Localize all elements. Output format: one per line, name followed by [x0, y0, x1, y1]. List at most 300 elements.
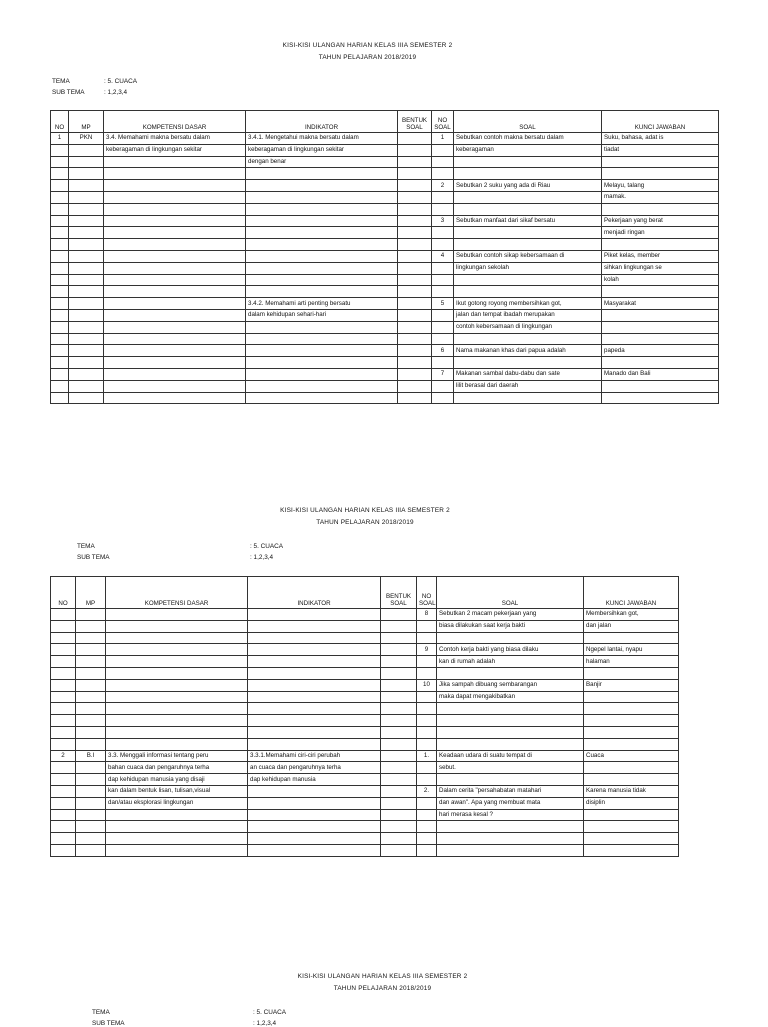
table-row: [51, 644, 679, 656]
table-cell: [398, 274, 432, 286]
table-cell: [69, 345, 104, 357]
table-cell: [76, 833, 106, 845]
table-cell: [584, 844, 679, 856]
table-cell: kan di rumah adalah: [437, 656, 584, 668]
table-cell: Sebutkan contoh makna bersatu dalam: [454, 133, 602, 145]
table-cell: Suku, bahasa, adat is: [602, 133, 719, 145]
table-row: [51, 298, 719, 310]
table-cell: [417, 774, 437, 786]
table-cell: [51, 368, 69, 380]
kisi-kisi-table-2: [50, 576, 679, 857]
table-cell: [246, 215, 398, 227]
table-row: [51, 286, 719, 298]
table-cell: [51, 691, 76, 703]
table-row: [51, 156, 719, 168]
table-cell: kan dalam bentuk lisan, tulisan,visual: [106, 785, 248, 797]
table-cell: [381, 785, 417, 797]
table-cell: [248, 785, 381, 797]
table-cell: [106, 844, 248, 856]
table-row: [51, 133, 719, 145]
table-cell: [432, 286, 454, 298]
table-cell: Makanan sambal dabu-dabu dan sate: [454, 368, 602, 380]
table-cell: [104, 298, 246, 310]
table-cell: [246, 250, 398, 262]
table-cell: keberagaman di lingkungan sekitar: [246, 144, 398, 156]
table-cell: lilit berasal dari daerah: [454, 380, 602, 392]
table-cell: [398, 298, 432, 310]
table-cell: [417, 703, 437, 715]
table-cell: [584, 715, 679, 727]
table-cell: [69, 298, 104, 310]
table-cell: [432, 392, 454, 404]
table-cell: [51, 345, 69, 357]
table-row: [51, 239, 719, 251]
table-cell: 10: [417, 679, 437, 691]
table-row: [51, 785, 679, 797]
column-header: KOMPETENSI DASAR: [104, 111, 246, 133]
table-cell: [104, 227, 246, 239]
table-cell: [454, 191, 602, 203]
table-cell: [381, 821, 417, 833]
table-cell: bahan cuaca dan pengaruhnya terha: [106, 762, 248, 774]
table-cell: [76, 656, 106, 668]
table-cell: [69, 168, 104, 180]
table-cell: [51, 333, 69, 345]
table-cell: [106, 679, 248, 691]
table-cell: [51, 797, 76, 809]
table-cell: [69, 144, 104, 156]
table-cell: [51, 667, 76, 679]
table-cell: [51, 357, 69, 369]
table-cell: [432, 380, 454, 392]
table-cell: [104, 321, 246, 333]
table-cell: [454, 286, 602, 298]
table-cell: [76, 609, 106, 621]
table-cell: [106, 620, 248, 632]
table-cell: [246, 274, 398, 286]
column-header: INDIKATOR: [246, 111, 398, 133]
table-cell: [51, 738, 76, 750]
table-cell: PKN: [69, 133, 104, 145]
table-cell: [69, 333, 104, 345]
table-cell: [246, 357, 398, 369]
table-cell: [51, 703, 76, 715]
table-cell: [398, 227, 432, 239]
table-cell: keberagaman di lingkungan sekitar: [104, 144, 246, 156]
column-header: NO: [51, 577, 76, 609]
table-cell: keberagaman: [454, 144, 602, 156]
table-cell: [248, 726, 381, 738]
table-cell: [432, 144, 454, 156]
table-cell: [584, 774, 679, 786]
table-cell: [417, 844, 437, 856]
table-row: [51, 345, 719, 357]
table-cell: 1.: [417, 750, 437, 762]
table-cell: [398, 345, 432, 357]
table-cell: Sebutkan 2 suku yang ada di Riau: [454, 180, 602, 192]
table-cell: halaman: [584, 656, 679, 668]
subtema-value: : 1,2,3,4: [104, 89, 128, 96]
table-cell: [381, 609, 417, 621]
table-cell: [51, 309, 69, 321]
table-cell: [248, 620, 381, 632]
table-cell: [398, 215, 432, 227]
table-cell: [76, 644, 106, 656]
column-header: NO SOAL: [417, 577, 437, 609]
table-row: [51, 620, 679, 632]
column-header: KOMPETENSI DASAR: [106, 577, 248, 609]
table-cell: [248, 691, 381, 703]
table-cell: [381, 715, 417, 727]
table-cell: [51, 250, 69, 262]
table-cell: [51, 274, 69, 286]
table-cell: [104, 203, 246, 215]
table-row: [51, 656, 679, 668]
table-cell: dan awan". Apa yang membuat mata: [437, 797, 584, 809]
table-row: [51, 191, 719, 203]
column-header: KUNCI JAWABAN: [602, 111, 719, 133]
table-cell: [51, 380, 69, 392]
table-cell: [417, 667, 437, 679]
table-cell: [381, 750, 417, 762]
table-cell: [76, 774, 106, 786]
table-cell: [398, 357, 432, 369]
table-cell: [51, 726, 76, 738]
table-cell: [432, 168, 454, 180]
table-cell: [51, 620, 76, 632]
table-cell: [246, 227, 398, 239]
table-cell: [248, 809, 381, 821]
table-cell: Piket kelas, member: [602, 250, 719, 262]
table-cell: [381, 797, 417, 809]
table-cell: [417, 656, 437, 668]
table-cell: [417, 715, 437, 727]
table-cell: [398, 133, 432, 145]
table-cell: [417, 833, 437, 845]
table-cell: maka dapat mengakibatkan: [437, 691, 584, 703]
table-cell: Melayu, talang: [602, 180, 719, 192]
table-cell: Jika sampah dibuang sembarangan: [437, 679, 584, 691]
table-cell: [417, 632, 437, 644]
tema-label: TEMA: [77, 543, 95, 550]
table-cell: dap kehidupan manusia yang disaji: [106, 774, 248, 786]
table-cell: [51, 809, 76, 821]
table-row: [51, 715, 679, 727]
table-cell: [51, 774, 76, 786]
table-cell: Dalam cerita "persahabatan matahari: [437, 785, 584, 797]
table-cell: [106, 609, 248, 621]
table-cell: [51, 762, 76, 774]
table-cell: [106, 691, 248, 703]
table-cell: [248, 844, 381, 856]
table-cell: [51, 168, 69, 180]
table-cell: 2.: [417, 785, 437, 797]
table-row: [51, 679, 679, 691]
tema-value: : 5. CUACA: [253, 1009, 287, 1016]
table-cell: [76, 821, 106, 833]
table-cell: [76, 715, 106, 727]
table-row: [51, 726, 679, 738]
table-cell: [51, 144, 69, 156]
table-cell: [432, 274, 454, 286]
table-cell: contoh kebersamaan di lingkungan: [454, 321, 602, 333]
table-cell: dalam kehidupan sehari-hari: [246, 309, 398, 321]
table-cell: [51, 392, 69, 404]
table-cell: [104, 286, 246, 298]
table-row: [51, 703, 679, 715]
table-cell: [106, 821, 248, 833]
table-cell: [381, 691, 417, 703]
table-cell: [417, 821, 437, 833]
table-cell: [246, 345, 398, 357]
table-cell: [69, 203, 104, 215]
table-row: [51, 227, 719, 239]
table-cell: [76, 691, 106, 703]
table-cell: an cuaca dan pengaruhnya terha: [248, 762, 381, 774]
table-cell: [432, 156, 454, 168]
table-cell: [454, 156, 602, 168]
table-row: [51, 321, 719, 333]
table-cell: [437, 726, 584, 738]
table-cell: [51, 632, 76, 644]
column-header: MP: [76, 577, 106, 609]
table-cell: [381, 703, 417, 715]
table-cell: [437, 738, 584, 750]
table-cell: [104, 333, 246, 345]
table-cell: [248, 797, 381, 809]
table-cell: [76, 726, 106, 738]
table-cell: disiplin: [584, 797, 679, 809]
table-cell: [76, 620, 106, 632]
table-cell: [398, 333, 432, 345]
table-cell: [104, 262, 246, 274]
column-header: SOAL: [454, 111, 602, 133]
table-cell: [248, 667, 381, 679]
table-cell: [602, 321, 719, 333]
table-row: [51, 368, 719, 380]
table-cell: [417, 726, 437, 738]
table-cell: [76, 679, 106, 691]
table-cell: [104, 239, 246, 251]
table-cell: [248, 632, 381, 644]
table-cell: [246, 168, 398, 180]
table-cell: [398, 191, 432, 203]
table-row: [51, 262, 719, 274]
table-cell: [51, 785, 76, 797]
table-row: [51, 667, 679, 679]
table-row: [51, 738, 679, 750]
table-cell: [51, 156, 69, 168]
table-cell: [104, 215, 246, 227]
table-cell: [432, 333, 454, 345]
table-cell: [417, 691, 437, 703]
table-cell: [381, 644, 417, 656]
table-row: [51, 609, 679, 621]
table-cell: Sebutkan manfaat dari sikaf bersatu: [454, 215, 602, 227]
table-cell: Nama makanan khas dari papua adalah: [454, 345, 602, 357]
table-cell: [417, 797, 437, 809]
table-cell: Masyarakat: [602, 298, 719, 310]
table-cell: [602, 333, 719, 345]
table-cell: 2: [51, 750, 76, 762]
table-cell: 1: [51, 133, 69, 145]
table-cell: [584, 703, 679, 715]
table-cell: [381, 762, 417, 774]
table-cell: [398, 368, 432, 380]
table-cell: [106, 644, 248, 656]
table-cell: [246, 286, 398, 298]
table-cell: [454, 392, 602, 404]
table-row: [51, 215, 719, 227]
table-cell: [246, 333, 398, 345]
table-cell: [432, 309, 454, 321]
table-cell: [398, 180, 432, 192]
table-cell: [69, 156, 104, 168]
table-cell: [248, 703, 381, 715]
table-cell: [417, 738, 437, 750]
table-cell: [104, 191, 246, 203]
table-cell: [248, 833, 381, 845]
table-cell: [104, 309, 246, 321]
tema-label: TEMA: [92, 1009, 110, 1016]
table-cell: [381, 632, 417, 644]
table-cell: dap kehidupan manusia: [248, 774, 381, 786]
table-cell: Manado dan Bali: [602, 368, 719, 380]
table-cell: 3.3.1.Memahami ciri-ciri perubah: [248, 750, 381, 762]
table-cell: [246, 203, 398, 215]
table-cell: [246, 368, 398, 380]
table-cell: Keadaan udara di suatu tempat di: [437, 750, 584, 762]
table-cell: [76, 632, 106, 644]
table-cell: [51, 215, 69, 227]
table-cell: [106, 809, 248, 821]
table-cell: dengan benar: [246, 156, 398, 168]
table-cell: [602, 286, 719, 298]
subtema-label: SUB TEMA: [52, 89, 85, 96]
table-cell: [584, 632, 679, 644]
table-cell: [248, 679, 381, 691]
table-cell: [381, 726, 417, 738]
document-subtitle: TAHUN PELAJARAN 2018/2019: [333, 985, 432, 992]
table-cell: [69, 321, 104, 333]
table-cell: [432, 321, 454, 333]
table-cell: [398, 262, 432, 274]
table-cell: [437, 703, 584, 715]
table-cell: [398, 250, 432, 262]
table-cell: lingkungan sekolah: [454, 262, 602, 274]
table-cell: [437, 632, 584, 644]
table-cell: [51, 286, 69, 298]
table-cell: 3: [432, 215, 454, 227]
table-cell: [454, 168, 602, 180]
table-cell: hari merasa kesal ?: [437, 809, 584, 821]
table-cell: [104, 168, 246, 180]
table-cell: [398, 392, 432, 404]
table-cell: [51, 321, 69, 333]
table-cell: [432, 357, 454, 369]
table-cell: [76, 844, 106, 856]
table-cell: kolah: [602, 274, 719, 286]
table-cell: [381, 809, 417, 821]
table-cell: [69, 368, 104, 380]
table-cell: [432, 203, 454, 215]
table-cell: [248, 738, 381, 750]
table-cell: 3.4.2. Memahami arti penting bersatu: [246, 298, 398, 310]
table-cell: Membersihkan got,: [584, 609, 679, 621]
table-cell: Ikut gotong royong membersihkan got,: [454, 298, 602, 310]
table-cell: sebut.: [437, 762, 584, 774]
table-cell: [76, 762, 106, 774]
table-cell: [69, 191, 104, 203]
table-cell: [69, 357, 104, 369]
table-cell: B.I: [76, 750, 106, 762]
table-cell: [104, 380, 246, 392]
table-cell: [246, 392, 398, 404]
table-cell: [602, 392, 719, 404]
table-cell: [602, 357, 719, 369]
document-title: KISI-KISI ULANGAN HARIAN KELAS IIIA SEMESTER 2: [297, 973, 468, 980]
table-cell: 3.4.1. Mengetahui makna bersatu dalam: [246, 133, 398, 145]
table-cell: [104, 156, 246, 168]
table-cell: [584, 691, 679, 703]
table-cell: [584, 821, 679, 833]
subtema-value: : 1,2,3,4: [250, 554, 274, 561]
table-cell: [69, 392, 104, 404]
table-row: [51, 797, 679, 809]
table-cell: Ngepel lantai, nyapu: [584, 644, 679, 656]
table-cell: [398, 321, 432, 333]
table-cell: [381, 620, 417, 632]
table-row: [51, 203, 719, 215]
table-cell: [398, 239, 432, 251]
table-cell: [51, 644, 76, 656]
document-subtitle: TAHUN PELAJARAN 2018/2019: [318, 54, 417, 61]
table-cell: [584, 738, 679, 750]
table-cell: [432, 239, 454, 251]
table-cell: [246, 191, 398, 203]
table-cell: Banjir: [584, 679, 679, 691]
table-cell: [437, 667, 584, 679]
table-cell: 9: [417, 644, 437, 656]
subtema-value: : 1,2,3,4: [253, 1020, 277, 1027]
table-cell: [437, 715, 584, 727]
table-cell: 2: [432, 180, 454, 192]
table-cell: [76, 797, 106, 809]
table-row: [51, 691, 679, 703]
table-cell: [106, 726, 248, 738]
table-cell: [76, 667, 106, 679]
table-cell: [106, 656, 248, 668]
table-cell: [76, 738, 106, 750]
table-cell: [584, 762, 679, 774]
column-header: BENTUK SOAL: [398, 111, 432, 133]
table-cell: [248, 715, 381, 727]
table-row: [51, 144, 719, 156]
table-cell: menjadi ringan: [602, 227, 719, 239]
table-cell: [454, 227, 602, 239]
table-cell: [106, 738, 248, 750]
table-cell: [76, 785, 106, 797]
table-cell: [381, 667, 417, 679]
table-cell: [381, 656, 417, 668]
table-cell: [51, 298, 69, 310]
table-row: [51, 380, 719, 392]
table-cell: [104, 180, 246, 192]
table-row: [51, 833, 679, 845]
table-cell: [69, 286, 104, 298]
table-cell: [398, 168, 432, 180]
table-cell: [584, 667, 679, 679]
